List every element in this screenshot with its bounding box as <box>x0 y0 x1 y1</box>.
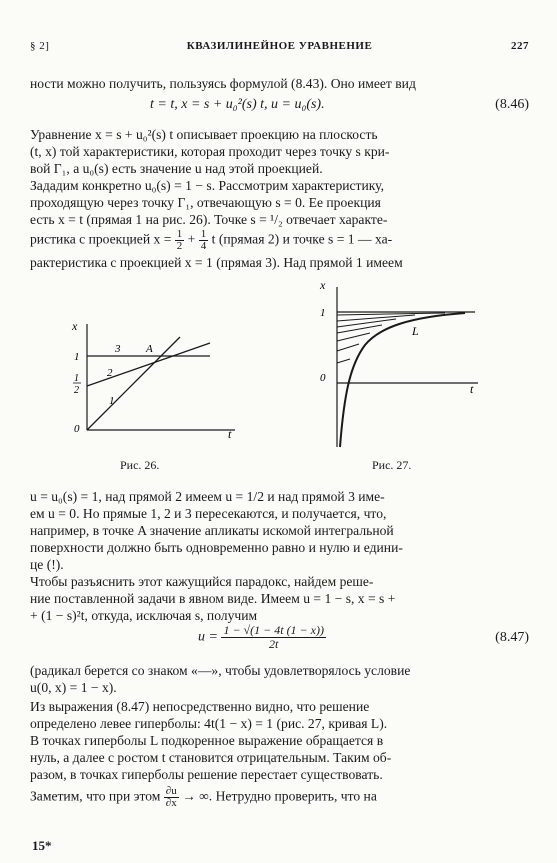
derivative-fraction: $\frac{\partial u}{\partial x}$ <box>165 785 177 809</box>
text-line: определено левее гиперболы: 4t(1 − x) = 1 (рис. 27, кривая L). <box>30 716 388 731</box>
line-1 <box>87 337 180 430</box>
equation-number: (8.47) <box>495 630 529 645</box>
text-line: (радикал берется со знаком «—», чтобы удовлетворялось условие <box>30 663 411 678</box>
equation-8-47: u = $\frac{1 - √(1 - 4t (1 - x))}{2t}$ <box>198 623 324 651</box>
line-3-label: 3 <box>115 343 121 355</box>
text-line: Зададим конкретно u₀(s) = 1 − s. Рассмотрим характеристику, <box>30 178 385 193</box>
text-line: Уравнение x = s + u₀²(s) t описывает проекцию на плоскость <box>30 127 378 142</box>
fraction: $\frac{1}{4}$ <box>200 228 207 252</box>
text-line: В точках гиперболы L подкоренное выражение обращается в <box>30 733 384 748</box>
axis-x-label: x <box>72 319 78 333</box>
characteristic-line <box>337 315 415 321</box>
text-line: вой Γ₁, а u₀(s) есть значение u над этой проекцией. <box>30 161 323 176</box>
text-line: Из выражения (8.47) непосредственно видно, что решение <box>30 699 370 714</box>
fraction: $\frac{1}{2}$ <box>176 228 183 252</box>
section-number: § 2] <box>30 40 50 52</box>
text-line: + (1 − s)²t, откуда, исключая s, получим <box>30 608 258 623</box>
text-line-with-derivative: Заметим, что при этом $\frac{\partial u}{\partial x}$ → ∞. Нетрудно проверить, что на <box>30 785 377 809</box>
running-title: КВАЗИЛИНЕЙНОЕ УРАВНЕНИЕ <box>186 40 373 52</box>
running-header <box>30 40 529 56</box>
page-number: 227 <box>511 40 529 52</box>
text-line: есть x = t (прямая 1 на рис. 26). Точке s = ¹/₂ отвечает характе- <box>30 212 388 227</box>
text-line: разом, в точках гиперболы решение перестает существовать. <box>30 767 383 782</box>
signature-mark: 15* <box>32 838 52 853</box>
tick-one: 1 <box>320 307 326 319</box>
line-1-label: 1 <box>109 395 115 407</box>
axis-t-label: t <box>470 382 474 396</box>
tick-half-den: 2 <box>74 385 79 396</box>
text-line: например, в точке A значение апликаты искомой интегральной <box>30 523 394 538</box>
figure-27-caption: Рис. 27. <box>372 458 412 472</box>
line-2-label: 2 <box>107 367 113 379</box>
text-line: Чтобы разъяснить этот кажущийся парадокс, найдем реше- <box>30 574 374 589</box>
characteristic-line <box>337 313 445 315</box>
axis-t-label: t <box>228 427 232 441</box>
characteristic-line <box>337 333 370 341</box>
text-line-with-fractions: ристика с проекцией x = $\frac{1}{2}$ + $\frac{1}{4}$ t (прямая 2) и точке s = 1 — ха- <box>30 228 393 252</box>
tick-half-num: 1 <box>74 373 79 384</box>
text-line: ности можно получить, пользуясь формулой (8.43). Оно имеет вид <box>30 76 416 91</box>
text-line: ем u = 0. Но прямые 1, 2 и 3 пересекаются, и получается, что, <box>30 506 387 521</box>
point-a-label: A <box>146 343 153 355</box>
curve-L-label: L <box>412 324 419 338</box>
text-line: проходящую через точку Γ₁, отвечающую s = 0. Ее проекция <box>30 195 381 210</box>
fraction: $\frac{1 - √(1 - 4t (1 - x))}{2t}$ <box>223 623 324 651</box>
equation-8-46: t = t, x = s + u₀²(s) t, u = u₀(s). <box>150 97 325 112</box>
curve-L <box>340 313 465 447</box>
axis-x-label: x <box>320 278 326 292</box>
origin-label: 0 <box>74 423 80 435</box>
figure-27 <box>300 275 500 450</box>
origin-label: 0 <box>320 372 326 384</box>
characteristic-line <box>337 359 350 363</box>
text-line: (t, x) той характеристики, которая проходит через точку s кри- <box>30 144 390 159</box>
text-line: поверхности должно быть одновременно равно и нулю и едини- <box>30 540 403 555</box>
text-line: u(0, x) = 1 − x). <box>30 680 117 695</box>
text-line: рактеристика с проекцией x = 1 (прямая 3). Над прямой 1 имеем <box>30 255 403 270</box>
figure-26-caption: Рис. 26. <box>120 458 160 472</box>
text-line: ние поставленной задачи в явном виде. Имеем u = 1 − s, x = s + <box>30 591 396 606</box>
characteristic-line <box>337 344 359 351</box>
figure-26 <box>60 310 250 445</box>
tick-one: 1 <box>74 351 80 363</box>
text-line: нуль, а далее с ростом t становится отрицательным. Таким об- <box>30 750 392 765</box>
text-line: це (!). <box>30 557 64 572</box>
equation-number: (8.46) <box>495 97 529 112</box>
text-line: u = u₀(s) = 1, над прямой 2 имеем u = 1/2 и над прямой 3 име- <box>30 489 385 504</box>
